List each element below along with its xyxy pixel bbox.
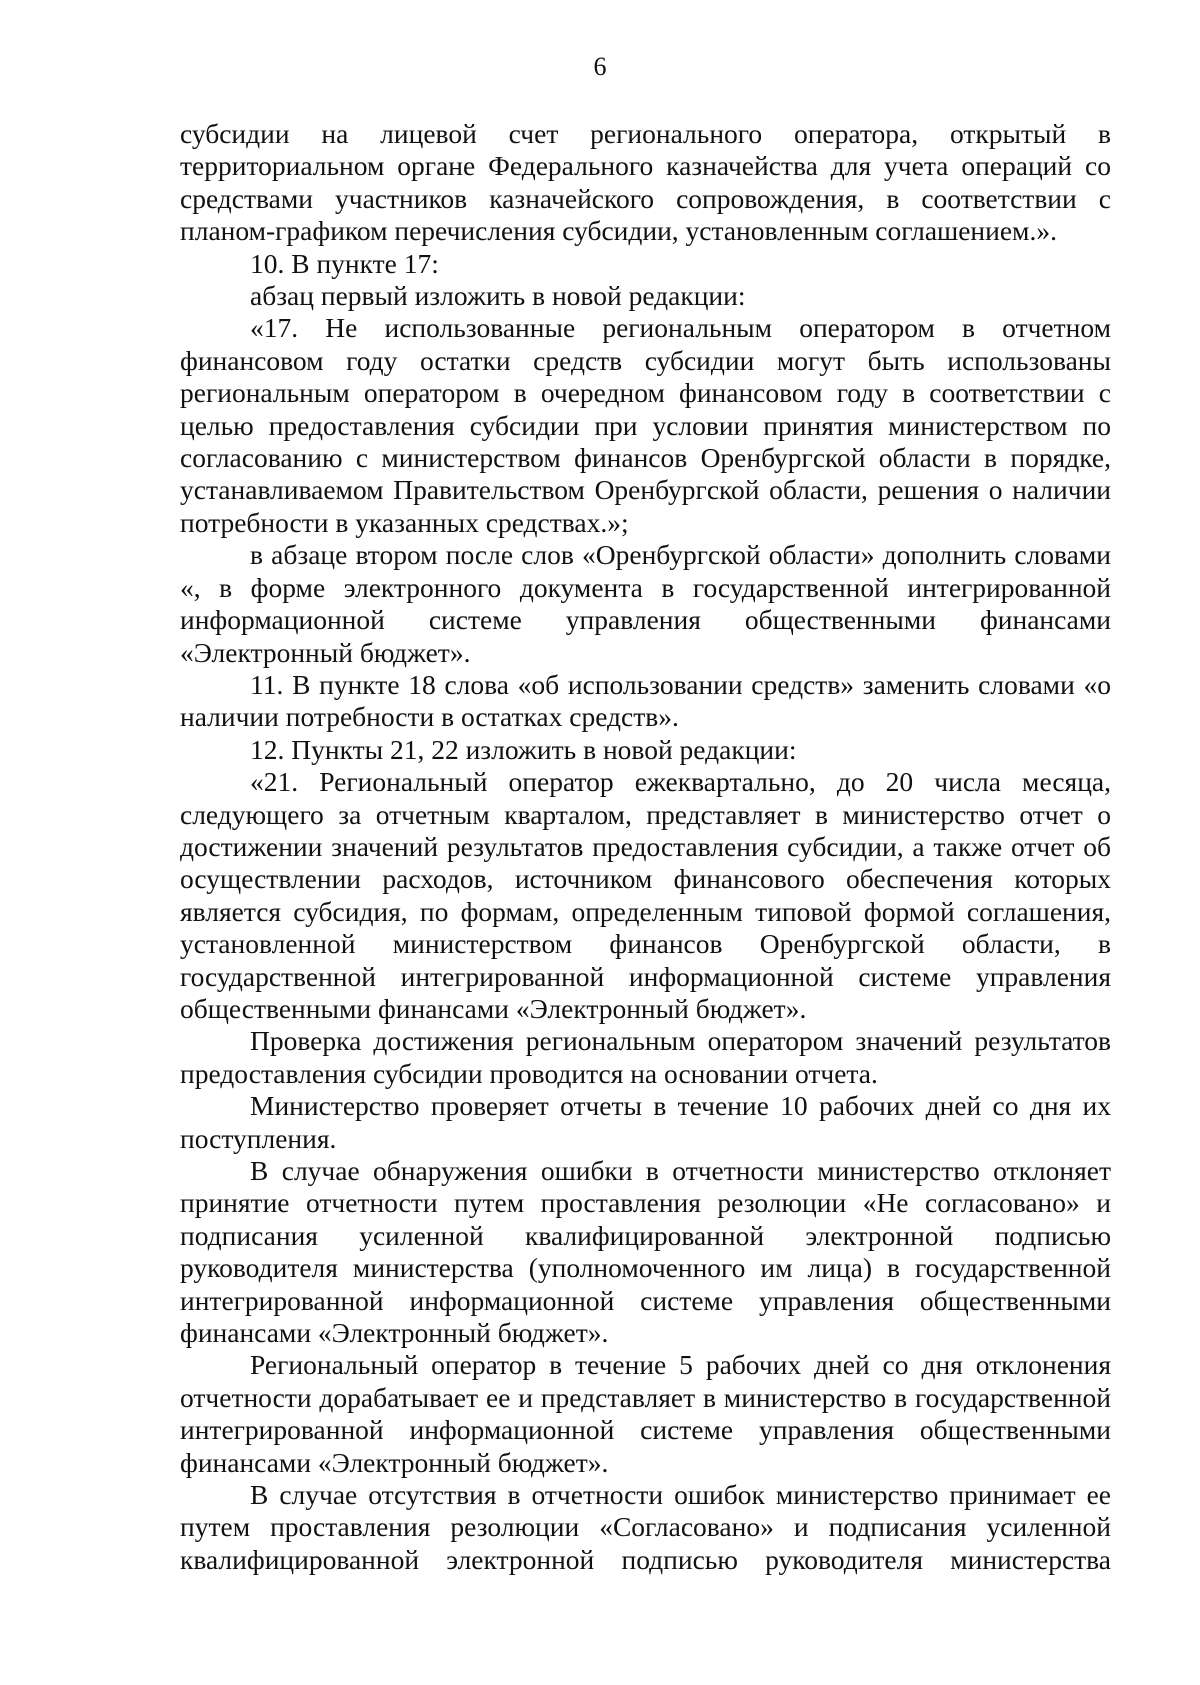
- paragraph-clause-21: «21. Региональный оператор ежеквартально, до 20 числа месяца, следующего за отчетным кварталом, представляет в министерство отчет о достижении значений результатов предоставления субсидии, а также отчет об осуществлении расходов, источником финансового обеспечения которых является субсидия, по формам, определенным типовой формой соглашения, установленной министерством финансов Оренбургской области, в государственной интегрированной информационной системе управления общественными финансами «Электронный бюджет».: [180, 766, 1111, 1024]
- paragraph-item-10: 10. В пункте 17:: [250, 247, 439, 279]
- paragraph-item-11: 11. В пункте 18 слова «об использовании средств» заменить словами «о наличии потребности в остатках средств».: [180, 668, 1111, 733]
- paragraph-report-review-term: Министерство проверяет отчеты в течение 10 рабочих дней со дня их поступления.: [180, 1090, 1111, 1154]
- paragraph-report-acceptance: В случае отсутствия в отчетности ошибок министерство принимает ее путем проставления резолюции «Согласовано» и подписания усиленной квалифицированной электронной подписью руководителя министерства: [180, 1479, 1111, 1575]
- paragraph-report-rework: Региональный оператор в течение 5 рабочих дней со дня отклонения отчетности дорабатывает ее и представляет в министерство в государственной интегрированной информационной системе управления общественными финансами «Электронный бюджет».: [180, 1349, 1111, 1478]
- paragraph-second-abzac-instruction: в абзаце втором после слов «Оренбургской области» дополнить словами «, в форме электронного документа в государственной интегрированной информационной системе управления общественными финансами «Электронный бюджет».: [180, 539, 1111, 668]
- paragraph-continuation: субсидии на лицевой счет регионального оператора, открытый в территориальном органе Федерального казначейства для учета операций со средствами участников казначейского сопровождения, в соответствии с планом-графиком перечисления субсидии, установленным соглашением.».: [180, 118, 1111, 247]
- paragraph-report-rejection: В случае обнаружения ошибки в отчетности министерство отклоняет принятие отчетности путем проставления резолюции «Не согласовано» и подписания усиленной квалифицированной электронной подписью руководителя министерства (уполномоченного им лица) в государственной интегрированной информационной системе управления общественными финансами «Электронный бюджет».: [180, 1155, 1111, 1349]
- document-body: [180, 118, 1111, 1576]
- paragraph-clause-17: «17. Не использованные региональным оператором в отчетном финансовом году остатки средств субсидии могут быть использованы региональным оператором в очередном финансовом году в соответствии с целью предоставления субсидии при условии принятия министерством по согласованию с министерством финансов Оренбургской области в порядке, устанавливаемом Правительством Оренбургской области, решения о наличии потребности в указанных средствах.»;: [180, 312, 1111, 538]
- paragraph-results-check: Проверка достижения региональным оператором значений результатов предоставления субсидии проводится на основании отчета.: [180, 1025, 1111, 1089]
- paragraph-item-12: 12. Пункты 21, 22 изложить в новой редакции:: [250, 733, 797, 765]
- paragraph-first-abzac-instruction: абзац первый изложить в новой редакции:: [250, 280, 746, 312]
- page-number: 6: [593, 52, 607, 81]
